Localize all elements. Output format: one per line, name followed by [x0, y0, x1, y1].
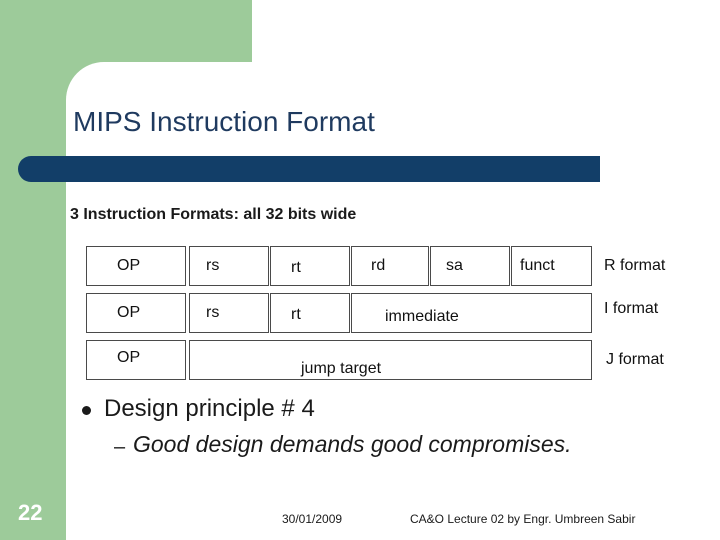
bullet-sub: Good design demands good compromises.	[133, 431, 572, 457]
i-format-name: I format	[604, 300, 659, 317]
r-rt-cell	[270, 246, 350, 286]
title-underline-bar	[18, 156, 600, 182]
left-sidebar-decoration	[0, 0, 66, 540]
r-rt-label: rt	[291, 259, 301, 276]
r-rs-label: rs	[206, 257, 220, 274]
sub-bullet-dash: –	[114, 436, 126, 458]
i-immediate-label: immediate	[385, 308, 459, 325]
j-format-name: J format	[606, 351, 664, 368]
r-op-label: OP	[117, 257, 141, 274]
r-sa-cell	[430, 246, 510, 286]
bullet-main: Design principle # 4	[104, 395, 315, 422]
j-target-cell	[189, 340, 592, 380]
bullet-icon	[82, 406, 91, 415]
footer-credit: CA&O Lecture 02 by Engr. Umbreen Sabir	[410, 512, 636, 526]
i-rs-label: rs	[206, 304, 220, 321]
r-funct-label: funct	[520, 257, 555, 274]
r-rd-cell	[351, 246, 429, 286]
slide-title: MIPS Instruction Format	[73, 106, 375, 137]
footer-date: 30/01/2009	[282, 512, 343, 526]
j-op-label: OP	[117, 349, 141, 366]
r-rs-cell	[189, 246, 269, 286]
r-rd-label: rd	[371, 257, 386, 274]
i-op-label: OP	[117, 304, 141, 321]
i-rt-label: rt	[291, 306, 301, 323]
r-sa-label: sa	[446, 257, 463, 274]
slide-subtitle: 3 Instruction Formats: all 32 bits wide	[70, 206, 357, 223]
slide-number: 22	[18, 500, 43, 525]
i-rt-cell	[270, 293, 350, 333]
r-format-name: R format	[604, 257, 666, 274]
j-target-label: jump target	[301, 360, 382, 377]
i-rs-cell	[189, 293, 269, 333]
